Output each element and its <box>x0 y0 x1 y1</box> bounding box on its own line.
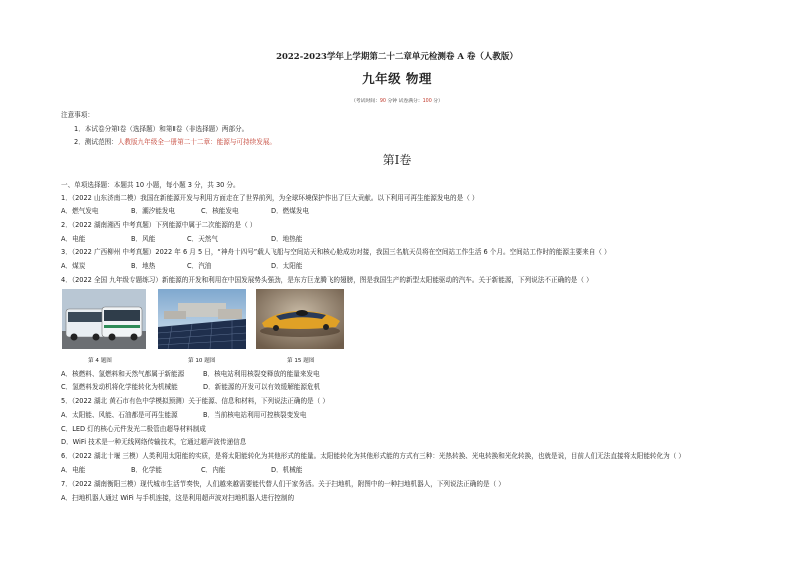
q2-option-b: B．风能 <box>131 235 156 243</box>
q6-option-b: B．化学能 <box>131 466 162 474</box>
exam-info-mid: 分钟 试卷满分： <box>385 99 423 104</box>
question-6-stem: 6．（2022 湖北十堰 三模）人类利用太阳能的实质，是将太阳能转化为其他形式的能量。太阳能转化为其他形式能的方式有三种：光热转换、光电转换和光化转换，也就是说，目前人们无法直接将太阳能转化为（ ） <box>61 452 685 460</box>
q2-option-d: D．地热能 <box>271 235 303 243</box>
q3-option-d: D．太阳能 <box>271 262 303 270</box>
notes-item-2 <box>74 138 276 147</box>
question-4-options-row1 <box>61 370 320 379</box>
section-title: 一、单项选择题：本题共 10 小题，每小题 3 分，共 30 分。 <box>61 181 240 189</box>
solar-panel-photo <box>158 289 246 349</box>
q1-option-a: A．燃气发电 <box>61 207 99 215</box>
q5-option-d: D．WiFi 技术是一种无线网络传输技术，它通过超声波传递信息 <box>61 438 247 446</box>
q5-option-c: C．LED 灯的核心元件发光二极管由超导材料制成 <box>61 425 206 433</box>
figure-caption-2: 第 10 题图 <box>188 358 216 364</box>
exam-score: 100 <box>422 99 432 104</box>
notes-item-2-highlight: 人教版九年级全一册第二十二章：能源与可持续发展。 <box>117 138 277 146</box>
document-title: 2022-2023学年上学期第二十二章单元检测卷 A 卷（人教版） <box>276 52 518 62</box>
q4-option-c: C．氢燃料发动机将化学能转化为机械能 <box>61 383 178 391</box>
solar-car-photo <box>256 289 344 349</box>
q5-option-a: A．太阳能、风能、石油都是可再生能源 <box>61 411 178 419</box>
grade-subject-title: 九年级 物理 <box>362 71 432 86</box>
q6-option-a: A．电能 <box>61 466 86 474</box>
q2-option-c: C．天然气 <box>187 235 218 243</box>
q7-option-a: A．扫地机器人通过 WiFi 与手机连接，这是利用超声波对扫地机器人进行控制的 <box>61 494 295 502</box>
question-4-stem: 4．（2022 全国 九年级专题练习）新能源的开发和利用在中国发展势头强劲，是东方巨龙腾飞的翅膀，图是我国生产的新型太阳能驱动的汽车。关于新能源，下列说法不正确的是（ ） <box>61 276 593 284</box>
q1-option-d: D．燃煤发电 <box>271 207 310 215</box>
notes-heading: 注意事项： <box>61 111 94 119</box>
exam-info <box>0 97 794 104</box>
question-2-stem: 2．（2022 湖南湘西 中考真题）下列能源中属于二次能源的是（ ） <box>61 221 257 229</box>
q5-option-b: B．当前核电站利用可控核裂变发电 <box>203 411 307 419</box>
q3-option-b: B．地热 <box>131 262 156 270</box>
q4-option-d: D．新能源的开发可以有效缓解能源危机 <box>203 383 321 391</box>
notes-item-2-prefix: 2．测试范围： <box>74 138 118 146</box>
exam-info-suffix: 分） <box>431 99 443 104</box>
figure-caption-3: 第 15 题图 <box>287 358 315 364</box>
bus-photo <box>62 289 146 349</box>
question-4-options-row2 <box>61 383 320 392</box>
figure-caption-1: 第 4 题图 <box>88 358 112 364</box>
q6-option-d: D．机械能 <box>271 466 303 474</box>
q4-option-a: A．核燃料、氢燃料和天然气都属于新能源 <box>61 370 185 378</box>
q2-option-a: A．电能 <box>61 235 86 243</box>
q1-option-c: C．核能发电 <box>201 207 239 215</box>
question-1-stem: 1．（2022 山东济南二模）我国在新能源开发与利用方面走在了世界前列，为全球环境保护作出了巨大贡献。以下利用可再生能源发电的是（ ） <box>61 194 479 202</box>
question-2-options <box>61 235 341 244</box>
q6-option-c: C．内能 <box>201 466 226 474</box>
q1-option-b: B．潮汐能发电 <box>131 207 176 215</box>
question-5-stem: 5．（2022 湖北 黄石市有色中学模拟预测）关于能源、信息和材料，下列说法正确的是（ ） <box>61 397 329 405</box>
exam-time: 90 <box>379 99 386 104</box>
volume-title: 第Ⅰ卷 <box>382 153 412 167</box>
exam-info-prefix: （考试时间： <box>351 99 380 104</box>
question-3-stem: 3．（2022 广西柳州 中考真题）2022 年 6 月 5 日，“神舟十四号”载人飞船与空间站天和核心舱成功对接，我国三名航天员将在空间站工作生活 6 个月。空间站工作时的能源主要来自（ ） <box>61 248 611 256</box>
q3-option-c: C．汽油 <box>187 262 212 270</box>
question-7-stem: 7．（2022 湖南衡阳三模）现代城市生活节奏快，人们越来越需要能代替人们干家务活。关于扫地机，附图中的一种扫地机器人，下列说法正确的是（ ） <box>61 480 505 488</box>
q3-option-a: A．煤炭 <box>61 262 86 270</box>
question-1-options <box>61 207 341 216</box>
question-6-options <box>61 466 341 475</box>
q4-option-b: B．核电站利用核裂变释放的能量来发电 <box>203 370 320 378</box>
question-3-options <box>61 262 341 271</box>
notes-item-1: 1．本试卷分第Ⅰ卷（选择题）和第Ⅱ卷（非选择题）两部分。 <box>74 125 249 133</box>
question-5-options-row1 <box>61 411 306 420</box>
